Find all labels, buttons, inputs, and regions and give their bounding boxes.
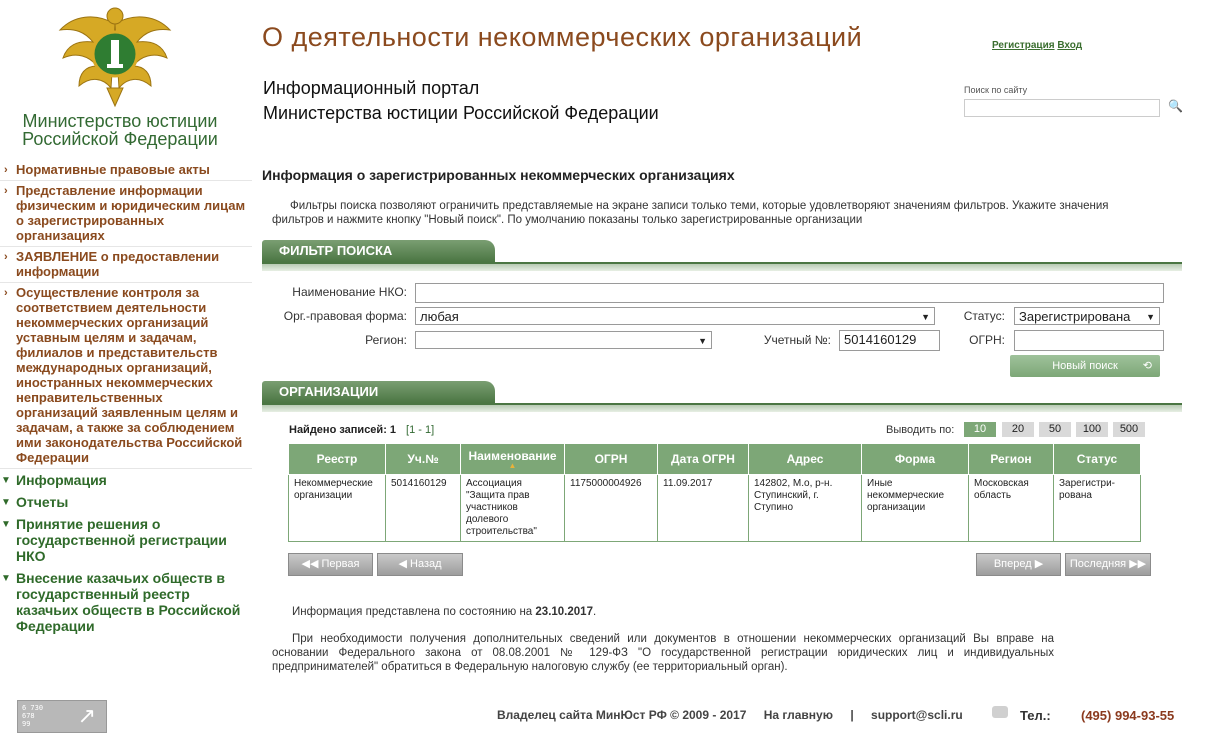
footer-separator: | [850, 708, 854, 722]
found-count-label: Найдено записей: 1 [289, 424, 397, 436]
status-select[interactable] [1014, 307, 1160, 325]
cell-ogrn-date: 11.09.2017 [658, 475, 749, 542]
sidebar-item-label: ЗАЯВЛЕНИЕ о предоставлении информации [16, 249, 220, 279]
orgs-section-title: ОРГАНИЗАЦИИ [262, 381, 495, 403]
info-date-line: Информация представлена по состоянию на 23.10.2017. [292, 606, 597, 618]
per-page-100[interactable]: 100 [1076, 422, 1108, 437]
filter-section-title: ФИЛЬТР ПОИСКА [262, 240, 495, 262]
per-page-10[interactable]: 10 [964, 422, 996, 437]
search-label: Поиск по сайту [964, 85, 1028, 95]
counter-digits-line: 99 [22, 720, 31, 728]
arrow-up-right-icon: ↗ [77, 703, 96, 728]
phone-number: (495) 994-93-55 [1081, 708, 1175, 723]
dropdown-arrow-icon: ▼ [1146, 312, 1155, 322]
sidebar-item-label: Нормативные правовые акты [16, 162, 210, 177]
first-page-button[interactable] [288, 553, 373, 576]
footer-home-link[interactable]: На главную [763, 708, 833, 722]
dropdown-arrow-icon: ▼ [698, 336, 707, 346]
status-label: Статус: [963, 309, 1005, 323]
chevron-right-icon: › [4, 287, 8, 299]
double-chevron-left-icon: ◀◀ [301, 558, 319, 570]
cell-account: 5014160129 [386, 475, 461, 542]
column-header-name[interactable] [461, 444, 565, 475]
column-header-name-label: Наименование [468, 449, 557, 463]
search-icon[interactable]: 🔍 [1168, 99, 1183, 113]
cell-registry: Некоммерческие организации [289, 475, 386, 542]
ministry-name [0, 112, 240, 148]
next-page-label: Вперед [993, 558, 1032, 570]
ministry-emblem [55, 2, 175, 110]
column-header-region[interactable]: Регион [969, 444, 1054, 475]
per-page-label: Выводить по: [886, 424, 955, 436]
counter-digits-line: 6 730 [22, 704, 44, 712]
sidebar-item-registration-decision[interactable] [0, 513, 252, 567]
sort-asc-icon: ▲ [508, 461, 517, 470]
sidebar-item-info-provision[interactable] [0, 181, 252, 247]
per-page-20[interactable]: 20 [1002, 422, 1034, 437]
triangle-down-icon: ▼ [1, 475, 11, 486]
register-link[interactable]: Регистрация [992, 40, 1055, 51]
sidebar-item-label: Осуществление контроля за соответствием деятельности некоммерческих организаций уставным целям и задачам, филиалов и представительств международных организаций, иностранных некоммерческих неправительственных организаций заявленным целям и задачам, а также за соблюдением ими законодательства Российской Федерации [16, 285, 243, 465]
filter-section-rule [262, 262, 1182, 271]
sidebar-item-label: Принятие решения о государственной регистрации НКО [16, 516, 227, 564]
sidebar-item-label: Внесение казачьих обществ в государственный реестр казачьих обществ в Российской Федерации [16, 570, 241, 634]
column-header-account[interactable]: Уч.№ [386, 444, 461, 475]
phone-label: Тел.: [1020, 708, 1051, 723]
legal-form-select[interactable] [415, 307, 935, 325]
per-page-500[interactable]: 500 [1113, 422, 1145, 437]
triangle-down-icon: ▼ [1, 519, 11, 530]
sidebar-item-information[interactable] [0, 469, 252, 491]
chevron-right-icon: › [4, 251, 8, 263]
legal-form-label: Орг.-правовая форма: [283, 309, 407, 323]
chevron-left-icon: ◀ [398, 558, 407, 570]
auth-links [992, 40, 1082, 51]
info-date-prefix: Информация представлена по состоянию на [292, 606, 533, 618]
org-name-input[interactable] [415, 283, 1164, 303]
orgs-section-rule [262, 403, 1182, 412]
column-header-ogrn-date[interactable]: Дата ОГРН [658, 444, 749, 475]
org-name-label: Наименование НКО: [292, 285, 407, 299]
footer-email-link[interactable]: support@scli.ru [871, 708, 963, 722]
first-page-label: Первая [321, 558, 360, 570]
dropdown-arrow-icon: ▼ [921, 312, 930, 322]
sidebar-item-label: Информация [16, 472, 107, 488]
chevron-right-icon: › [4, 185, 8, 197]
counter-digits [22, 704, 43, 728]
sidebar-item-label: Представление информации физическим и юридическим лицам о зарегистрированных организациях [16, 183, 246, 243]
region-label: Регион: [365, 333, 407, 347]
visit-counter[interactable] [17, 700, 107, 733]
chevron-right-icon: ▶ [1034, 558, 1044, 570]
column-header-ogrn[interactable]: ОГРН [565, 444, 658, 475]
ministry-name-line1: Министерство юстиции [22, 111, 218, 131]
sidebar-item-label: Отчеты [16, 494, 69, 510]
double-chevron-right-icon: ▶▶ [1129, 558, 1147, 570]
intro-text: Фильтры поиска позволяют ограничить представляемые на экране записи только теми, которые удовлетворяют значениям фильтров. Укажите значения фильтров и нажмите кнопку "Новый поиск". По умолчанию показаны только зарегистрированные организации [272, 200, 1109, 226]
new-search-button[interactable] [1010, 355, 1160, 377]
site-title: О деятельности некоммерческих организаций [262, 22, 863, 52]
chevron-right-icon: › [4, 164, 8, 176]
site-search-input[interactable] [964, 99, 1160, 117]
legal-form-value: любая [420, 309, 459, 324]
found-range-link[interactable]: [1 - 1] [406, 424, 435, 436]
column-header-status[interactable]: Статус [1054, 444, 1141, 475]
counter-digits-line: 678 [22, 712, 35, 720]
table-row[interactable] [289, 475, 1141, 542]
phone-icon [992, 706, 1008, 718]
triangle-down-icon: ▼ [1, 497, 11, 508]
sidebar-item-reports[interactable] [0, 491, 252, 513]
cell-status: Зарегистри-рована [1054, 475, 1141, 542]
cell-name[interactable]: Ассоциация "Защита прав участников долевого строительства" [461, 475, 565, 542]
login-link[interactable]: Вход [1057, 40, 1083, 51]
prev-page-button[interactable] [377, 553, 463, 576]
column-header-registry[interactable]: Реестр [289, 444, 386, 475]
footer-owner: Владелец сайта МинЮст РФ © 2009 - 2017 [497, 708, 747, 722]
ogrn-input[interactable] [1014, 330, 1164, 351]
column-header-form[interactable]: Форма [862, 444, 969, 475]
triangle-down-icon: ▼ [1, 573, 11, 584]
sidebar-item-cossack-societies[interactable] [0, 567, 252, 637]
account-number-input[interactable]: 5014160129 [839, 330, 940, 351]
info-date-value: 23.10.2017 [535, 606, 593, 618]
per-page-50[interactable]: 50 [1039, 422, 1071, 437]
status-value: Зарегистрирована [1019, 309, 1131, 324]
table-header-row [289, 444, 1141, 475]
column-header-address[interactable]: Адрес [749, 444, 862, 475]
sidebar-item-application[interactable] [0, 247, 252, 283]
info-note: При необходимости получения дополнительных сведений или документов в отношении некоммерческих организаций Вы вправе на основании Федерального закона от 08.08.2001 № 129-ФЗ "О государственной регистрации юридических лиц и индивидуальных предпринимателей" обратиться в Федеральную налоговую службу (ее территориальный орган). [272, 633, 1054, 673]
sidebar-item-control[interactable] [0, 283, 252, 469]
cell-address: 142802, М.о, р-н. Ступинский, г. Ступино [749, 475, 862, 542]
last-page-label: Последняя [1069, 558, 1127, 570]
cell-region: Московская область [969, 475, 1054, 542]
results-table [288, 443, 1141, 542]
region-select[interactable] [415, 331, 712, 349]
sidebar-item-normative-acts[interactable] [0, 160, 252, 181]
refresh-icon: ⟲ [1142, 360, 1152, 372]
sidebar-nav [0, 160, 252, 637]
page-title: Информация о зарегистрированных некоммерческих организациях [262, 167, 735, 183]
cell-form: Иные некоммерческие организации [862, 475, 969, 542]
new-search-label: Новый поиск [1052, 360, 1118, 372]
found-count [289, 424, 434, 436]
last-page-button[interactable] [1065, 553, 1151, 576]
portal-subtitle-line1: Информационный портал [263, 78, 480, 98]
ogrn-label: ОГРН: [969, 333, 1005, 347]
next-page-button[interactable] [976, 553, 1061, 576]
footer [497, 708, 977, 722]
account-number-label: Учетный №: [763, 333, 831, 347]
prev-page-label: Назад [410, 558, 442, 570]
portal-subtitle-line2: Министерства юстиции Российской Федерации [263, 103, 659, 123]
cell-ogrn: 1175000004926 [565, 475, 658, 542]
ministry-name-line2: Российской Федерации [22, 129, 218, 149]
